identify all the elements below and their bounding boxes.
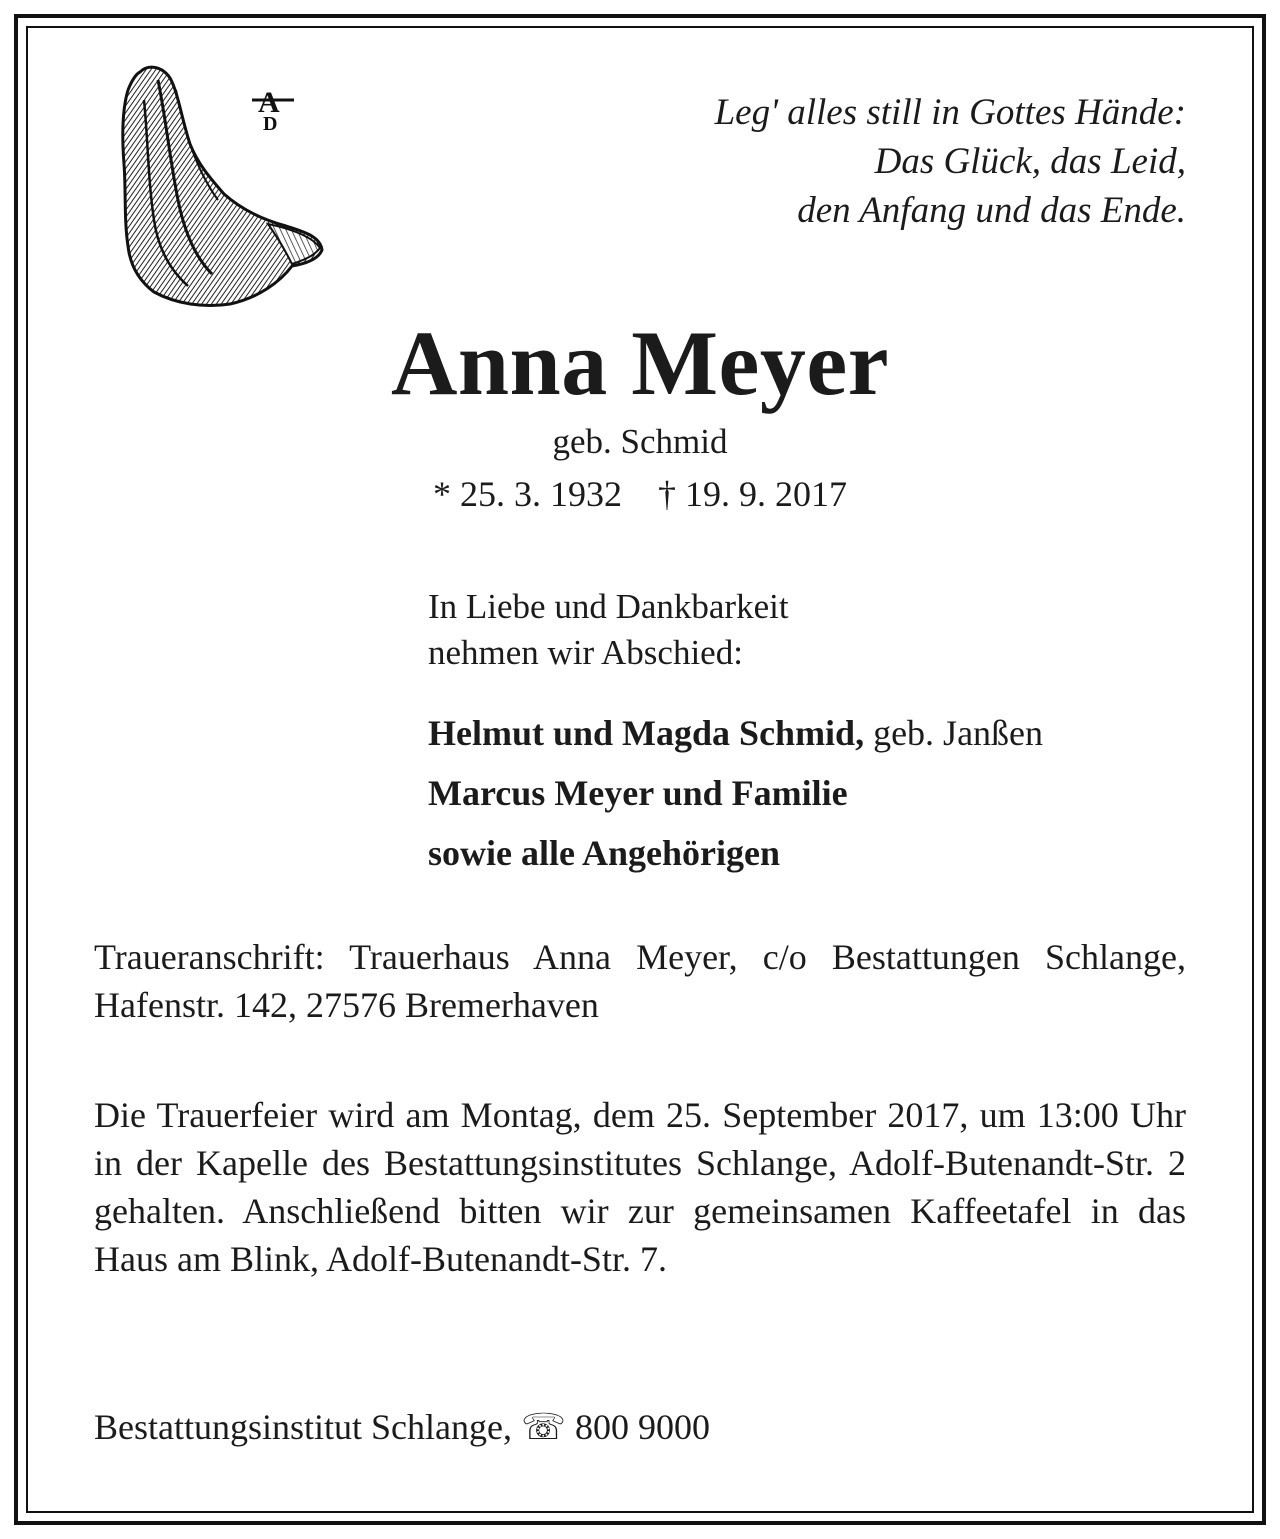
funeral-service-details: Die Trauerfeier wird am Montag, dem 25. September 2017, um 13:00 Uhr in der Kapelle des Bestattungsinstitutes Schlange, Adolf-Butenandt-Str. 2 gehalten. Anschließend bitten wir zur gemeinsamen Kaffeetafel in das Haus am Blink, Adolf-Butenandt-Str. 7. [94,1095,1186,1279]
mourner-line: Marcus Meyer und Familie [428,773,848,813]
mourners-list [428,703,1043,883]
quote-line: den Anfang und das Ende. [797,190,1186,231]
quote-block [715,88,1186,235]
phone-number: 800 9000 [575,1407,711,1447]
mourner-maiden: geb. Janßen [864,713,1044,753]
intro-line: nehmen wir Abschied: [428,633,743,672]
mourner-line: sowie alle Angehörigen [428,833,780,873]
svg-text:A: A [258,86,280,119]
quote-line: Das Glück, das Leid, [874,141,1186,182]
deceased-name: Anna Meyer [390,312,890,414]
life-dates: * 25. 3. 1932 † 19. 9. 2017 [433,474,847,514]
intro-line: In Liebe und Dankbarkeit [428,587,789,626]
farewell-intro [428,584,789,676]
mourner-names: Helmut und Magda Schmid, [428,713,865,753]
mourner-line [428,703,1043,763]
monogram [252,86,294,135]
phone-icon: ☏ [520,1407,567,1447]
svg-text:D: D [263,113,278,135]
funeral-home-contact [94,1403,710,1451]
quote-line: Leg' alles still in Gottes Hände: [714,92,1186,133]
mourning-address: Traueranschrift: Trauerhaus Anna Meyer, c/o Bestattungen Schlange, Hafenstr. 142, 27576 Bremerhaven [94,937,1186,1025]
praying-hands-icon [118,60,328,310]
maiden-name: geb. Schmid [552,422,728,461]
funeral-home-name: Bestattungsinstitut Schlange, [94,1407,512,1447]
